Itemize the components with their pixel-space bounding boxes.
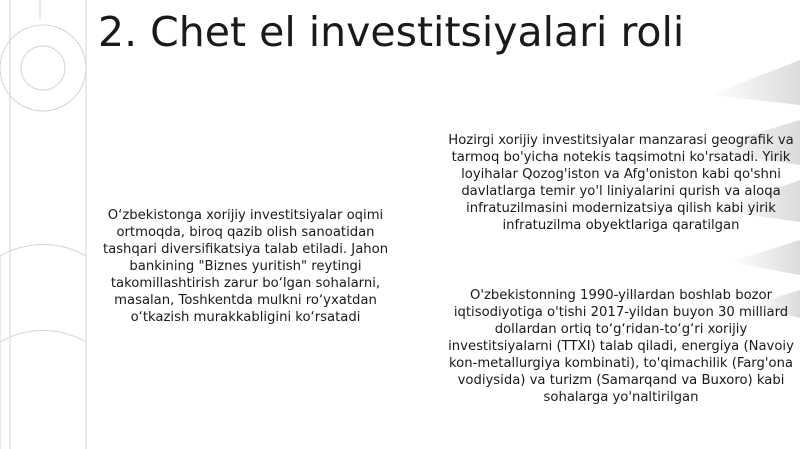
right-bottom-text-block: O'zbekistonning 1990-yillardan boshlab bozor iqtisodiyotiga o'tishi 2017-yildan buyon 30 milliard dollardan ortiq to‘g‘ridan-to‘g‘ri xorijiy investitsiyalarni (TTXI) talab qiladi, energiya (Navoiy kon-metallurgiya kombinati), to'qimachilik (Farg'ona vodiysida) va turizm (Samarqand va Buxoro) kabi sohalarga yo'naltirilgan	[448, 288, 794, 405]
left-text-block: O‘zbekistonga xorijiy investitsiyalar oqimi ortmoqda, biroq qazib olish sanoatidan tashqari diversifikatsiya talab etiladi. Jahon bankining "Biznes yuritish" reytingi takomillashtirish zarur bo‘lgan sohalarni, masalan, Toshkentda mulkni ro‘yxatdan o‘tkazish murakkabligini ko‘rsatadi	[102, 208, 389, 325]
slide-title: 2. Chet el investitsiyalari roli	[98, 8, 685, 56]
right-top-text-block: Hozirgi xorijiy investitsiyalar manzarasi geografik va tarmoq bo'yicha notekis taqsimotni ko'rsatadi. Yirik loyihalar Qozog'iston va Afg'oniston kabi qo'shni davlatlarga temir yo'l liniyalarini qurish va aloqa infratuzilmasini modernizatsiya qilish kabi yirik infratuzilma obyektlariga qaratilgan	[448, 133, 794, 233]
